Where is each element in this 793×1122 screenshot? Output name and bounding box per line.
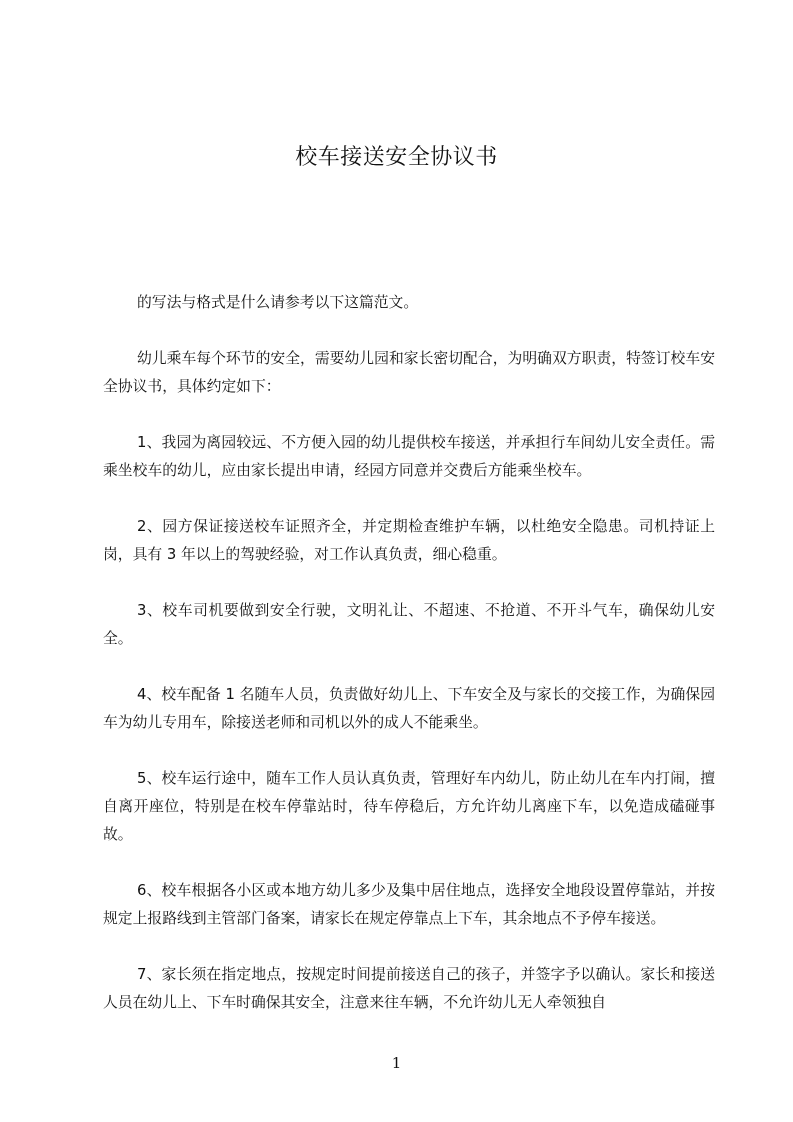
paragraph-gap — [103, 317, 715, 345]
paragraph-gap — [103, 653, 715, 681]
document-title: 校车接送安全协议书 — [295, 145, 498, 170]
paragraph-gap — [103, 737, 715, 765]
paragraph-clause-2: 2、园方保证接送校车证照齐全，并定期检查维护车辆，以杜绝安全隐患。司机持证上岗，具有 3 年以上的驾驶经验，对工作认真负责，细心稳重。 — [103, 518, 715, 563]
document-body — [103, 289, 715, 1017]
paragraph-intro: 的写法与格式是什么请参考以下这篇范文。 — [137, 294, 419, 311]
paragraph-gap — [103, 933, 715, 961]
paragraph-gap — [103, 485, 715, 513]
paragraph-clause-3: 3、校车司机要做到安全行驶，文明礼让、不超速、不抢道、不开斗气车，确保幼儿安全。 — [103, 602, 715, 647]
page-number: 1 — [391, 1054, 402, 1072]
paragraph-preamble: 幼儿乘车每个环节的安全，需要幼儿园和家长密切配合，为明确双方职责，特签订校车安全协议书，具体约定如下： — [103, 350, 715, 395]
paragraph-clause-7: 7、家长须在指定地点，按规定时间提前接送自己的孩子，并签字予以确认。家长和接送人员在幼儿上、下车时确保其安全，注意来往车辆，不允许幼儿无人牵领独自 — [103, 966, 715, 1011]
paragraph-clause-5: 5、校车运行途中，随车工作人员认真负责，管理好车内幼儿，防止幼儿在车内打闹，擅自离开座位，特别是在校车停靠站时，待车停稳后，方允许幼儿离座下车，以免造成磕碰事故。 — [103, 770, 715, 843]
paragraph-clause-4: 4、校车配备 1 名随车人员，负责做好幼儿上、下车安全及与家长的交接工作，为确保园车为幼儿专用车，除接送老师和司机以外的成人不能乘坐。 — [103, 686, 715, 731]
paragraph-clause-6: 6、校车根据各小区或本地方幼儿多少及集中居住地点，选择安全地段设置停靠站，并按规定上报路线到主管部门备案，请家长在规定停靠点上下车，其余地点不予停车接送。 — [103, 882, 715, 927]
paragraph-gap — [103, 401, 715, 429]
paragraph-clause-1: 1、我园为离园较远、不方便入园的幼儿提供校车接送，并承担行车间幼儿安全责任。需乘坐校车的幼儿，应由家长提出申请，经园方同意并交费后方能乘坐校车。 — [103, 434, 715, 479]
paragraph-gap — [103, 849, 715, 877]
paragraph-gap — [103, 569, 715, 597]
